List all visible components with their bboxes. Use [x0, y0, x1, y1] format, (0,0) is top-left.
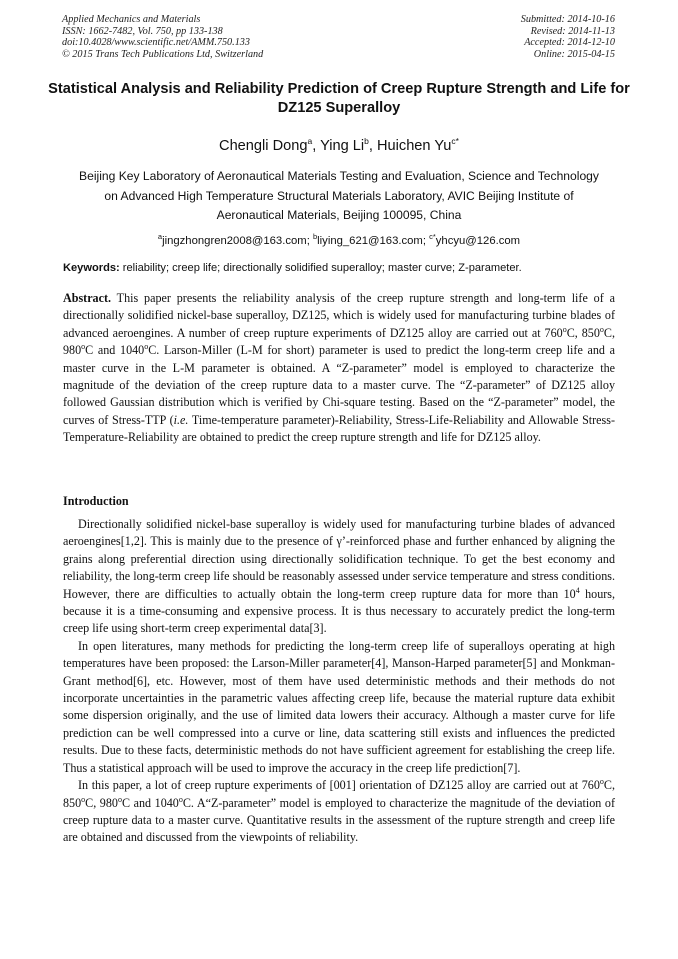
author-name: Chengli Dong: [219, 137, 308, 154]
author-name: Ying Li: [320, 137, 365, 154]
journal-copyright: © 2015 Trans Tech Publications Ltd, Switzerland: [62, 48, 264, 60]
degree-mark: o: [81, 794, 86, 804]
paragraph-text: C, 850: [63, 778, 615, 810]
author-affil-mark: a: [307, 136, 313, 146]
journal-issn: ISSN: 1662-7482, Vol. 750, pp 133-138: [62, 25, 223, 37]
journal-name: Applied Mechanics and Materials: [62, 14, 201, 25]
accepted-date: Accepted: 2014-12-10: [524, 37, 615, 49]
online-date: Online: 2015-04-15: [533, 48, 615, 60]
degree-mark: o: [144, 342, 149, 352]
abstract-text: C. Larson-Miller (L-M for short) parameter is used to predict the long-term creep life and a master curve in the L-M parameter is obtained. A “Z-parameter” model is employed to characterize the magnitude of the deviation of the creep rupture data to a master curve. The “Z-parameter” of DZ125 alloy followed Gaussian distribution which is verified by Chi-square testing. Based on the “Z-parameter” model, the curves of Stress-TTP (: [63, 343, 615, 427]
abstract-text: C, 980: [63, 325, 615, 358]
affiliation: [50, 167, 628, 226]
degree-mark: o: [117, 794, 122, 804]
submission-dates: [521, 14, 615, 60]
keywords: [63, 261, 615, 276]
paragraph: [63, 777, 615, 847]
abstract-text: C, 850: [566, 325, 600, 340]
exponent: 4: [575, 585, 580, 595]
introduction-body: [63, 516, 615, 847]
paragraph-text: hours, because it is a time-consuming and expensive process. It is thus necessary to accurately predict the long-term creep life using short-term creep experimental data[3].: [63, 586, 616, 636]
email-mark: b: [312, 232, 318, 241]
author-name: Huichen Yu: [377, 137, 452, 154]
author-list: [40, 132, 638, 155]
email-address[interactable]: yhcyu@126.com: [435, 234, 521, 247]
email-address[interactable]: liying_621@163.com;: [317, 234, 430, 247]
paragraph-text: Directionally solidified nickel-base superalloy is widely used for manufacturing turbine blades of advanced aeroengines[1,2]. This is mainly due to the presence of γ’-reinforced phase and further enhanced by aligning the grains along preferential direction using directionally solidification technique. To get the best economy and reliability, the long-term creep life should be reasonably assessed under service temperature and stress conditions. However, there are difficulties to actually obtain the long-term creep rupture data for more than 10: [63, 517, 615, 601]
author-emails: [40, 229, 638, 249]
degree-mark: o: [599, 777, 604, 787]
abstract-text: Time-temperature parameter)-Reliability, Stress-Life-Reliability and Allowable Stress-Temperature-Reliability are obtained to predict the creep rupture strength and life for DZ125 alloy.: [63, 412, 615, 445]
author-affil-mark: c*: [451, 136, 459, 146]
paragraph-text: C. A“Z-parameter” model is employed to characterize the magnitude of the deviation of creep rupture data to a master curve. Quantitative results in the assessment of the rupture strength and creep life are obtained and discussed from the viewpoints of reliability.: [63, 795, 615, 845]
affiliation-line: Aeronautical Materials, Beijing 100095, China: [216, 208, 462, 222]
affiliation-line: Beijing Key Laboratory of Aeronautical Materials Testing and Evaluation, Science and Technology: [79, 169, 599, 183]
author-separator: ,: [368, 137, 377, 154]
author-separator: ,: [312, 137, 321, 154]
email-mark: a: [157, 232, 163, 241]
abstract: [63, 290, 615, 447]
degree-mark: o: [562, 324, 567, 334]
revised-date: Revised: 2014-11-13: [530, 25, 615, 37]
keywords-text: reliability; creep life; directionally solidified superalloy; master curve; Z-parameter.: [119, 262, 522, 274]
affiliation-line: on Advanced High Temperature Structural Materials Laboratory, AVIC Beijing Institute of: [104, 188, 574, 203]
author-affil-mark: b: [364, 136, 369, 146]
abstract-text: C and 1040: [85, 343, 145, 358]
paragraph-text: In this paper, a lot of creep rupture experiments of [001] orientation of DZ125 alloy are carried out at 760: [78, 778, 600, 793]
abstract-italic: i.e.: [173, 412, 189, 427]
degree-mark: o: [178, 794, 183, 804]
abstract-label: Abstract.: [63, 291, 112, 305]
paragraph-text: C and 1040: [121, 795, 179, 810]
degree-mark: o: [599, 324, 604, 334]
paragraph-text: C, 980: [85, 795, 118, 810]
email-mark: c*: [429, 232, 436, 241]
submitted-date: Submitted: 2014-10-16: [520, 14, 615, 25]
email-address[interactable]: jingzhongren2008@163.com;: [162, 234, 313, 247]
paper-title: Statistical Analysis and Reliability Prediction of Creep Rupture Strength and Life for DZ125 Superalloy: [48, 81, 630, 116]
journal-doi: doi:10.4028/www.scientific.net/AMM.750.133: [62, 37, 250, 49]
keywords-label: Keywords:: [63, 262, 120, 274]
abstract-text: This paper presents the reliability analysis of the creep rupture strength and long-term life of a directionally solidified nickel-base superalloy, DZ125, which is widely used for manufacturing turbine blades of advanced aeroengines. A number of creep rupture experiments of DZ125 alloy are carried out at 760: [63, 291, 615, 340]
section-heading-introduction: Introduction: [63, 494, 129, 508]
journal-info: [62, 14, 263, 60]
degree-mark: o: [81, 342, 86, 352]
paragraph: In open literatures, many methods for predicting the long-term creep life of superalloys operating at high temperatures have been proposed: the Larson-Miller parameter[4], Manson-Harped parameter[5] and Monkman-Grant method[6], etc. However, most of them have used deterministic methods and their methods do not incorporate uncertainties in the parametric values affecting creep life, because the material rupture data exhibit some dispersion originally, and the use of limited data lowers their accuracy. Although a master curve for life prediction can be well compressed into a curve or line, data scattering still exists and influences the predicted results. Due to these facts, deterministic methods do not have sufficient agreement for establishing the creep life. Thus a statistical approach will be used to improve the accuracy in the creep life prediction[7].: [63, 638, 615, 775]
paragraph: [63, 516, 615, 638]
